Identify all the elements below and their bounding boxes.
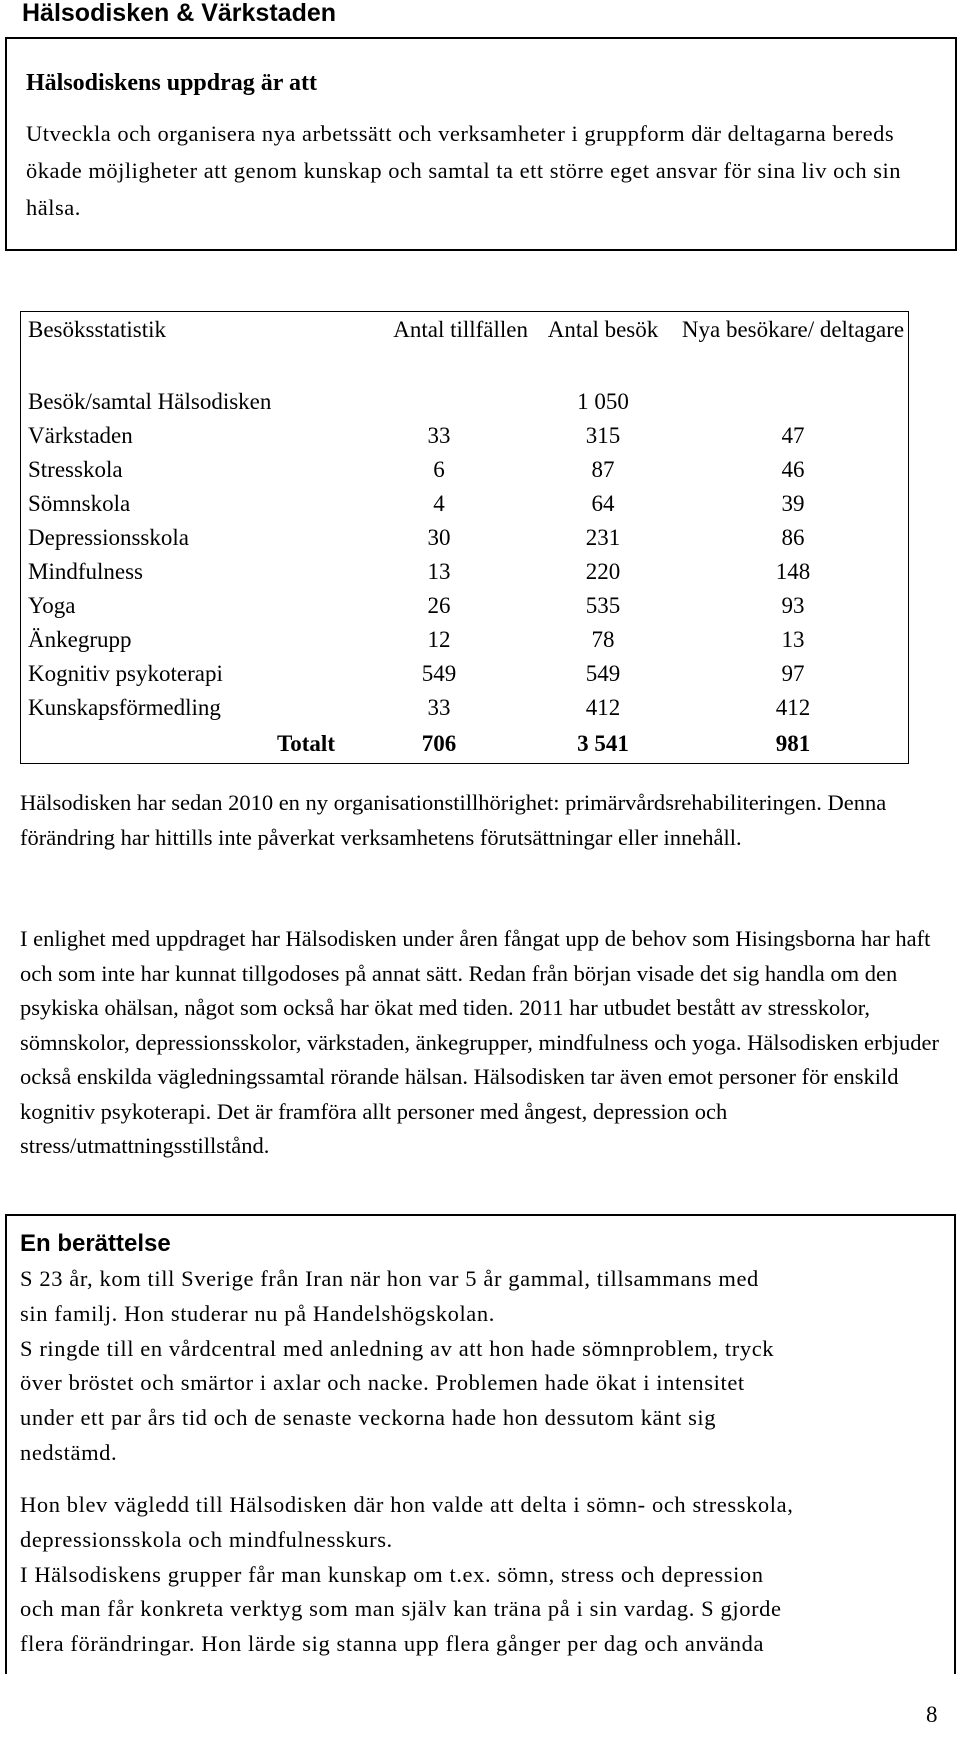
row-occasions: 33 bbox=[427, 422, 451, 448]
row-occasions bbox=[350, 385, 528, 419]
visit-statistics-table bbox=[20, 311, 909, 764]
row-label: Stresskola bbox=[28, 456, 123, 482]
row-occasions: 26 bbox=[427, 592, 451, 618]
total-label: Totalt bbox=[277, 730, 335, 756]
row-visits: 78 bbox=[591, 626, 615, 652]
table-row bbox=[21, 589, 909, 623]
mission-history-paragraph: I enlighet med uppdraget har Hälsodisken under åren fångat upp de behov som Hisingsborna har haft och som inte har kunnat tillgodoses på annat sätt. Redan från början visade det sig handla om den psykiska ohälsan, något som också har ökat med tiden. 2011 har utbudet bestått av stresskolor, sömnskolor, depressionsskolor, värkstaden, änkegrupper, mindfulness och yoga. Hälsodisken erbjuder också enskilda vägledningssamtal rörande hälsan. Hälsodisken tar även emot personer för enskild kognitiv psykoterapi. Det är framföra allt personer med ångest, depression och stress/utmattningsstillstånd. bbox=[20, 926, 939, 1158]
row-new-visitors bbox=[678, 385, 909, 419]
row-visits: 535 bbox=[585, 592, 621, 618]
table-row bbox=[21, 521, 909, 555]
row-occasions: 6 bbox=[433, 456, 445, 482]
row-visits: 549 bbox=[585, 660, 621, 686]
column-header-occasions: Antal tillfällen bbox=[393, 317, 528, 342]
table-total-row bbox=[21, 725, 909, 764]
row-label: Värkstaden bbox=[28, 422, 133, 448]
table-row bbox=[21, 657, 909, 691]
mission-text: Utveckla och organisera nya arbetssätt och verksamheter i gruppform där deltagarna bereds ökade möjligheter att genom kunskap och samtal ta ett större eget ansvar för sina liv och sin hälsa. bbox=[26, 121, 902, 220]
row-occasions: 13 bbox=[427, 558, 451, 584]
story-line: S 23 år, kom till Sverige från Iran när hon var 5 år gammal, tillsammans med bbox=[20, 1266, 759, 1291]
table-row bbox=[21, 453, 909, 487]
story-line: I Hälsodiskens grupper får man kunskap om t.ex. sömn, stress och depression bbox=[20, 1561, 764, 1587]
story-line: flera förändringar. Hon lärde sig stanna upp flera gånger per dag och använda bbox=[20, 1631, 765, 1657]
total-visits: 3 541 bbox=[577, 730, 629, 756]
row-visits: 412 bbox=[585, 694, 621, 720]
row-occasions: 4 bbox=[433, 490, 445, 516]
row-label: Kunskapsförmedling bbox=[28, 694, 221, 720]
row-visits: 64 bbox=[591, 490, 615, 516]
story-paragraph bbox=[20, 1262, 945, 1471]
story-box bbox=[5, 1214, 956, 1674]
row-occasions: 30 bbox=[427, 524, 451, 550]
row-label: Änkegrupp bbox=[28, 626, 132, 652]
story-paragraph bbox=[20, 1488, 945, 1662]
table-header-row bbox=[21, 312, 909, 385]
total-occasions: 706 bbox=[421, 730, 457, 756]
row-label: Depressionsskola bbox=[28, 524, 189, 550]
row-label: Sömnskola bbox=[28, 490, 131, 516]
row-visits: 231 bbox=[585, 524, 621, 550]
total-new-visitors: 981 bbox=[775, 730, 811, 756]
story-line: över bröstet och smärtor i axlar och nacke. Problemen hade ökat i intensitet bbox=[20, 1370, 745, 1396]
row-label: Yoga bbox=[28, 592, 76, 618]
mission-box bbox=[5, 37, 957, 251]
row-visits: 315 bbox=[585, 422, 621, 448]
row-visits: 220 bbox=[585, 558, 621, 584]
row-visits: 1 050 bbox=[577, 388, 629, 414]
column-header-new-visitors: Nya besökare/ deltagare bbox=[681, 317, 905, 342]
column-header-statistics: Besöksstatistik bbox=[28, 317, 167, 342]
story-line: S ringde till en vårdcentral med anledning av att hon hade sömnproblem, tryck bbox=[20, 1335, 775, 1361]
row-new-visitors: 47 bbox=[781, 422, 805, 448]
story-line: och man får konkreta verktyg som man själv kan träna på i sin vardag. S gjorde bbox=[20, 1596, 782, 1622]
story-heading: En berättelse bbox=[20, 1230, 171, 1257]
page-title: Hälsodisken & Värkstaden bbox=[22, 0, 337, 27]
row-new-visitors: 39 bbox=[781, 490, 805, 516]
row-new-visitors: 412 bbox=[775, 694, 811, 720]
story-line: depressionsskola och mindfulnesskurs. bbox=[20, 1526, 393, 1552]
table-row bbox=[21, 419, 909, 453]
row-label: Besök/samtal Hälsodisken bbox=[28, 388, 272, 414]
row-label: Mindfulness bbox=[28, 558, 143, 584]
row-label: Kognitiv psykoterapi bbox=[28, 660, 223, 686]
table-row bbox=[21, 623, 909, 657]
page-number: 8 bbox=[926, 1702, 938, 1727]
row-new-visitors: 46 bbox=[781, 456, 805, 482]
table-row bbox=[21, 555, 909, 589]
story-line: under ett par års tid och de senaste veckorna hade hon dessutom känt sig bbox=[20, 1405, 717, 1431]
row-new-visitors: 86 bbox=[781, 524, 805, 550]
organization-paragraph: Hälsodisken har sedan 2010 en ny organisationstillhörighet: primärvårdsrehabiliteringen. Denna förändring har hittills inte påverkat verksamhetens förutsättningar eller innehåll. bbox=[20, 790, 887, 850]
column-header-visits: Antal besök bbox=[547, 317, 659, 342]
row-new-visitors: 97 bbox=[781, 660, 805, 686]
table-row bbox=[21, 385, 909, 419]
row-visits: 87 bbox=[591, 456, 615, 482]
mission-heading: Hälsodiskens uppdrag är att bbox=[26, 70, 317, 96]
table-row bbox=[21, 691, 909, 725]
story-line: sin familj. Hon studerar nu på Handelshögskolan. bbox=[20, 1300, 495, 1326]
table-row bbox=[21, 487, 909, 521]
story-line: Hon blev vägledd till Hälsodisken där hon valde att delta i sömn- och stresskola, bbox=[20, 1492, 794, 1517]
row-new-visitors: 93 bbox=[781, 592, 805, 618]
story-line: nedstämd. bbox=[20, 1439, 118, 1465]
row-occasions: 549 bbox=[421, 660, 457, 686]
row-occasions: 12 bbox=[427, 626, 451, 652]
row-new-visitors: 13 bbox=[781, 626, 805, 652]
row-new-visitors: 148 bbox=[775, 558, 811, 584]
row-occasions: 33 bbox=[427, 694, 451, 720]
